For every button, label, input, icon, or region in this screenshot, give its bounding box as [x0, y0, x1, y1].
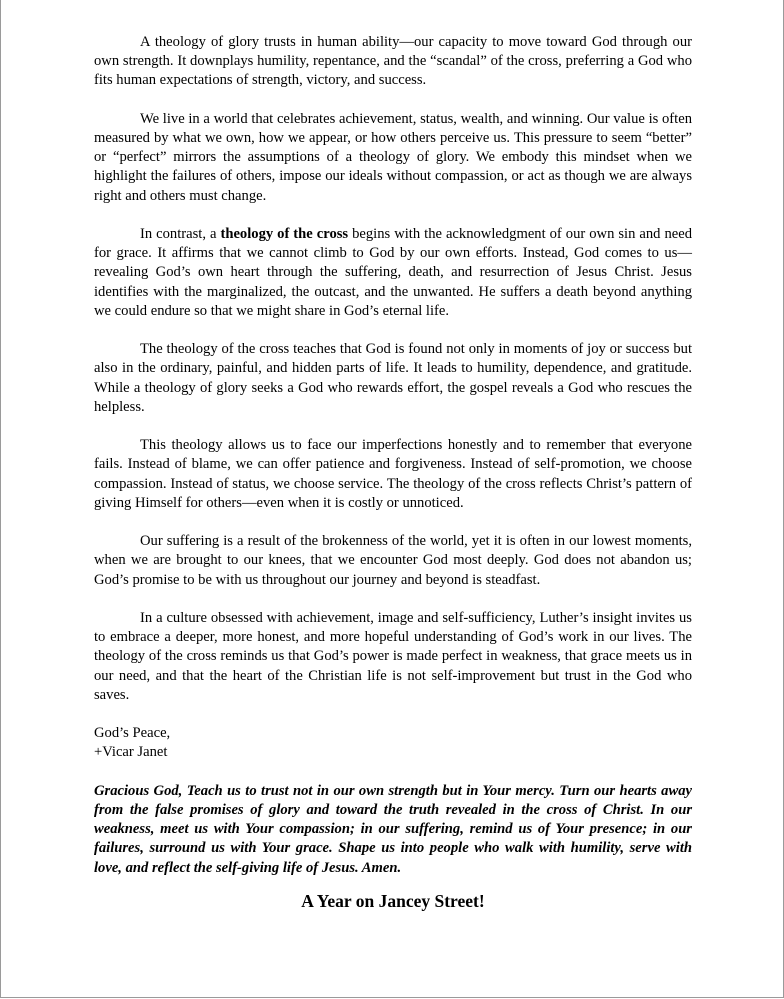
paragraph-text: The theology of the cross teaches that God is found not only in moments of joy or success but also in the ordinary, painful, and hidden parts of life. It leads to humility, dependence, and gratitude. While a theology of glory seeks a God who rewards effort, the gospel reveals a God who rescues the helpless.	[94, 341, 692, 415]
paragraph-text: Our suffering is a result of the brokenness of the world, yet it is often in our lowest moments, when we are brought to our knees, that we encounter God most deeply. God does not abandon us; God’s promise to be with us throughout our journey and beyond is steadfast.	[94, 533, 692, 588]
bold-term: theology of the cross	[220, 226, 349, 242]
paragraph-text: In a culture obsessed with achievement, image and self-sufficiency, Luther’s insight invites us to embrace a deeper, more honest, and more hopeful understanding of God’s work in our lives. The theology of the cross reminds us that God’s power is made perfect in weakness, that grace meets us in our need, and that the heart of the Christian life is not self-improvement but trust in the God who saves.	[94, 610, 692, 703]
signature-name: +Vicar Janet	[94, 744, 168, 761]
paragraph-3	[94, 225, 692, 321]
paragraph-text: In contrast, a	[140, 226, 221, 242]
paragraph-5	[94, 436, 692, 513]
paragraph-text: We live in a world that celebrates achievement, status, wealth, and winning. Our value is often measured by what we own, how we appear, or how others perceive us. This pressure to seem “better” or “perfect” mirrors the assumptions of a theology of glory. We embody this mindset when we highlight the failures of others, impose our ideals without compassion, or act as though we are always right and others must change.	[94, 110, 692, 204]
paragraph-7	[94, 609, 692, 705]
paragraph-4	[94, 340, 692, 417]
paragraph-text: A theology of glory trusts in human ability—our capacity to move toward God through our own strength. It downplays humility, repentance, and the “scandal” of the cross, preferring a God who fits human expectations of strength, victory, and success.	[94, 34, 692, 89]
paragraph-text: This theology allows us to face our imperfections honestly and to remember that everyone fails. Instead of blame, we can offer patience and forgiveness. Instead of self-promotion, we choose compassion. Instead of status, we choose service. The theology of the cross reflects Christ’s pattern of giving Himself for others—even when it is costly or unnoticed.	[94, 437, 692, 511]
paragraph-6	[94, 532, 692, 590]
document-body	[94, 33, 692, 912]
paragraph-text-continued: begins with the acknowledgment of our own sin and need for grace. It affirms that we cannot climb to God by our own efforts. Instead, God comes to us—revealing God’s own heart through the suffering, death, and resurrection of Jesus Christ. Jesus identifies with the marginalized, the outcast, and the unwanted. He suffers a death beyond anything we could endure so that we might share in God’s eternal life.	[94, 226, 692, 319]
paragraph-2	[94, 110, 692, 206]
banner-heading: A Year on Jancey Street!	[301, 890, 485, 911]
signature-closing: God’s Peace,	[94, 725, 171, 742]
prayer: Gracious God, Teach us to trust not in our own strength but in Your mercy. Turn our hearts away from the false promises of glory and toward the truth revealed in the cross of Christ. In our weakness, meet us with Your compassion; in our suffering, remind us of Your presence; in our failures, surround us with Your grace. Shape us into people who walk with humility, serve with love, and reflect the self-giving life of Jesus. Amen.	[94, 782, 692, 876]
signature-block	[94, 724, 692, 762]
paragraph-1	[94, 33, 692, 91]
